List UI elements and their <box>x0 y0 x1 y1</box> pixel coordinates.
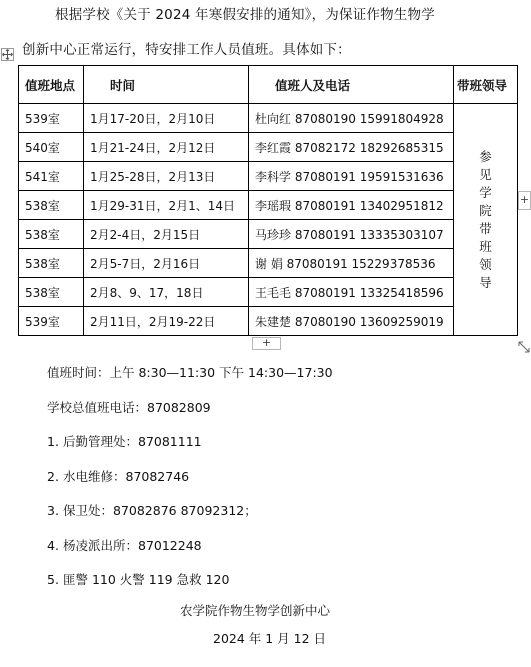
cell-leader-note[interactable] <box>454 104 518 336</box>
header-location[interactable]: 值班地点 <box>19 66 84 104</box>
cell-time[interactable]: 1月21-24日，2月12日 <box>84 133 249 162</box>
table-row <box>19 278 518 307</box>
signature-date: 2024 年 1 月 12 日 <box>213 631 327 646</box>
contact-item <box>47 570 229 588</box>
cell-location[interactable]: 538室 <box>19 249 84 278</box>
cell-location[interactable]: 538室 <box>19 220 84 249</box>
add-column-button[interactable]: + <box>518 191 531 210</box>
duty-hours: 值班时间：上午 8:30—11:30 下午 14:30—17:30 <box>47 365 333 380</box>
contact-text: 保卫处：87082876 87092312； <box>63 503 257 518</box>
cell-location[interactable]: 540室 <box>19 133 84 162</box>
cell-person[interactable]: 王毛毛 87080191 13325418596 <box>249 278 454 307</box>
leader-note-text: 参见学院带班领导 <box>479 148 492 290</box>
table-header-row <box>19 66 518 104</box>
contact-item <box>47 536 202 554</box>
header-leader[interactable]: 带班领导 <box>454 66 518 104</box>
cell-location[interactable]: 539室 <box>19 104 84 133</box>
cell-person[interactable]: 谢 娟 87080191 15229378536 <box>249 249 454 278</box>
cell-location[interactable]: 541室 <box>19 162 84 191</box>
table-row <box>19 307 518 336</box>
school-duty-phone: 学校总值班电话：87082809 <box>47 400 211 415</box>
cell-location[interactable]: 538室 <box>19 191 84 220</box>
table-row <box>19 220 518 249</box>
cell-time[interactable]: 2月8、9、17，18日 <box>84 278 249 307</box>
cell-time[interactable]: 2月2-4日，2月15日 <box>84 220 249 249</box>
contact-item <box>47 501 257 519</box>
cell-person[interactable]: 李红霞 87082172 18292685315 <box>249 133 454 162</box>
contact-number: 5. <box>47 572 59 587</box>
cell-person[interactable]: 朱建楚 87080190 13609259019 <box>249 307 454 336</box>
contact-text: 后勤管理处：87081111 <box>63 434 202 449</box>
contact-number: 2. <box>47 469 59 484</box>
table-row <box>19 104 518 133</box>
contact-text: 匪警 110 火警 119 急救 120 <box>63 572 230 587</box>
contact-number: 1. <box>47 434 59 449</box>
cell-time[interactable]: 1月17-20日，2月10日 <box>84 104 249 133</box>
cell-time[interactable]: 2月5-7日，2月16日 <box>84 249 249 278</box>
cell-time[interactable]: 1月25-28日，2月13日 <box>84 162 249 191</box>
table-move-handle-icon[interactable] <box>1 48 14 61</box>
contact-number: 3. <box>47 503 59 518</box>
header-person-phone[interactable]: 值班人及电话 <box>249 66 454 104</box>
contact-text: 杨凌派出所：87012248 <box>63 538 202 553</box>
signature-organization: 农学院作物生物学创新中心 <box>180 603 331 618</box>
intro-line-1: 根据学校《关于 2024 年寒假安排的通知》，为保证作物生物学 <box>55 7 435 23</box>
duty-table <box>18 65 518 336</box>
cell-person[interactable]: 杜向红 87080190 15991804928 <box>249 104 454 133</box>
cell-time[interactable]: 2月11日，2月19-22日 <box>84 307 249 336</box>
intro-line-2: 创新中心正常运行，特安排工作人员值班。具体如下： <box>22 42 351 58</box>
contact-item <box>47 467 189 485</box>
cell-person[interactable]: 李瑶瑕 87080191 13402951812 <box>249 191 454 220</box>
cell-time[interactable]: 1月29-31日，2月1、14日 <box>84 191 249 220</box>
table-row <box>19 191 518 220</box>
cell-location[interactable]: 539室 <box>19 307 84 336</box>
header-time[interactable]: 时间 <box>84 66 249 104</box>
contact-item <box>47 432 202 450</box>
contact-text: 水电维修：87082746 <box>63 469 190 484</box>
add-row-button[interactable]: + <box>252 337 281 350</box>
cell-location[interactable]: 538室 <box>19 278 84 307</box>
contact-number: 4. <box>47 538 59 553</box>
cell-person[interactable]: 李科学 87080191 19591531636 <box>249 162 454 191</box>
table-row <box>19 133 518 162</box>
table-resize-handle-icon[interactable] <box>518 338 530 350</box>
table-row <box>19 162 518 191</box>
cell-person[interactable]: 马珍珍 87080191 13335303107 <box>249 220 454 249</box>
table-row <box>19 249 518 278</box>
